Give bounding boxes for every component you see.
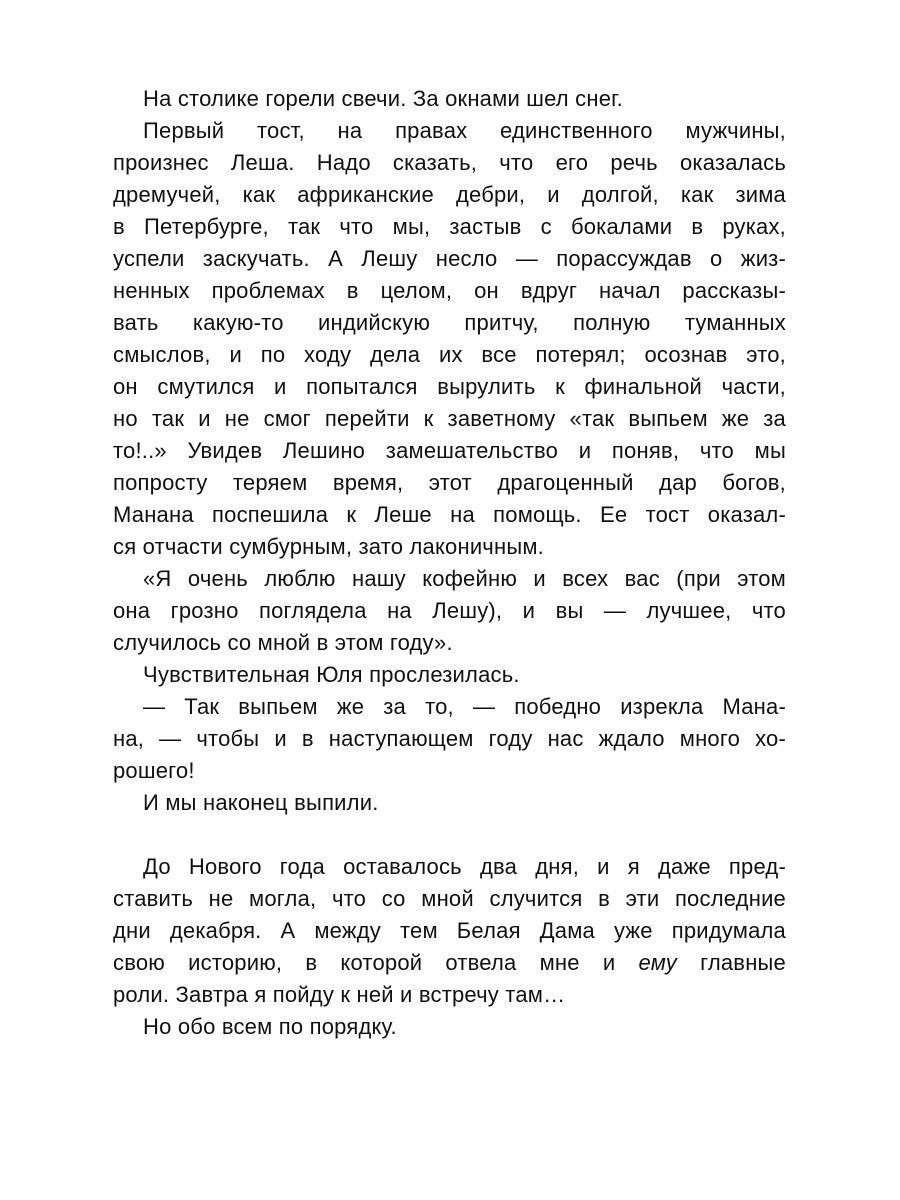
text-line: попросту теряем время, этот драгоценный дар богов, xyxy=(113,470,786,495)
text-line: — Так выпьем же за то, — победно изрекла Мана- xyxy=(143,694,786,719)
text-line: на, — чтобы и в наступающем году нас ждало много хо- xyxy=(113,726,786,751)
paragraph xyxy=(113,787,786,819)
text-line: дремучей, как африканские дебри, и долгой, как зима xyxy=(113,182,786,207)
text-line: вать какую-то индийскую притчу, полную туманных xyxy=(113,310,786,335)
paragraph xyxy=(113,83,786,115)
paragraph xyxy=(113,115,786,563)
text-line: «Я очень люблю нашу кофейню и всех вас (при этом xyxy=(143,566,786,591)
text-line: Первый тост, на правах единственного мужчины, xyxy=(143,118,786,143)
text-line: На столике горели свечи. За окнами шел снег. xyxy=(143,86,623,111)
text-line: он смутился и попытался вырулить к финальной части, xyxy=(113,374,786,399)
paragraph xyxy=(113,851,786,1011)
text-line: Чувствительная Юля прослезилась. xyxy=(143,662,520,687)
text-line: И мы наконец выпили. xyxy=(143,790,379,815)
text-line: ненных проблемах в целом, он вдруг начал рассказы- xyxy=(113,278,786,303)
text-line: Но обо всем по порядку. xyxy=(143,1014,397,1039)
plain-text: главные xyxy=(676,950,786,975)
text-line: в Петербурге, так что мы, застыв с бокалами в руках, xyxy=(113,214,786,239)
paragraph xyxy=(113,563,786,659)
text-line xyxy=(113,947,786,979)
text-line: смыслов, и по ходу дела их все потерял; осознав это, xyxy=(113,342,786,367)
italic-text: ему xyxy=(638,950,677,975)
paragraph xyxy=(113,1011,786,1043)
text-line: произнес Леша. Надо сказать, что его речь оказалась xyxy=(113,150,786,175)
text-line: успели заскучать. А Лешу несло — порассуждав о жиз- xyxy=(113,246,786,271)
text-line: роли. Завтра я пойду к ней и встречу там… xyxy=(113,982,566,1007)
text-line: ставить не могла, что со мной случится в эти последние xyxy=(113,886,786,911)
text-line: рошего! xyxy=(113,758,195,783)
paragraph xyxy=(113,691,786,787)
text-line: дни декабря. А между тем Белая Дама уже придумала xyxy=(113,918,786,943)
text-line: До Нового года оставалось два дня, и я даже пред- xyxy=(143,854,786,879)
text-line: случилось со мной в этом году». xyxy=(113,630,453,655)
text-block xyxy=(113,83,786,1043)
text-line: ся отчасти сумбурным, зато лаконичным. xyxy=(113,534,544,559)
text-line: но так и не смог перейти к заветному «так выпьем же за xyxy=(113,406,786,431)
paragraph xyxy=(113,659,786,691)
text-line: она грозно поглядела на Лешу), и вы — лучшее, что xyxy=(113,598,786,623)
text-line: то!..» Увидев Лешино замешательство и поняв, что мы xyxy=(113,438,786,463)
text-line: Манана поспешила к Леше на помощь. Ее тост оказал- xyxy=(113,502,786,527)
plain-text: свою историю, в которой отвела мне и xyxy=(113,950,639,975)
